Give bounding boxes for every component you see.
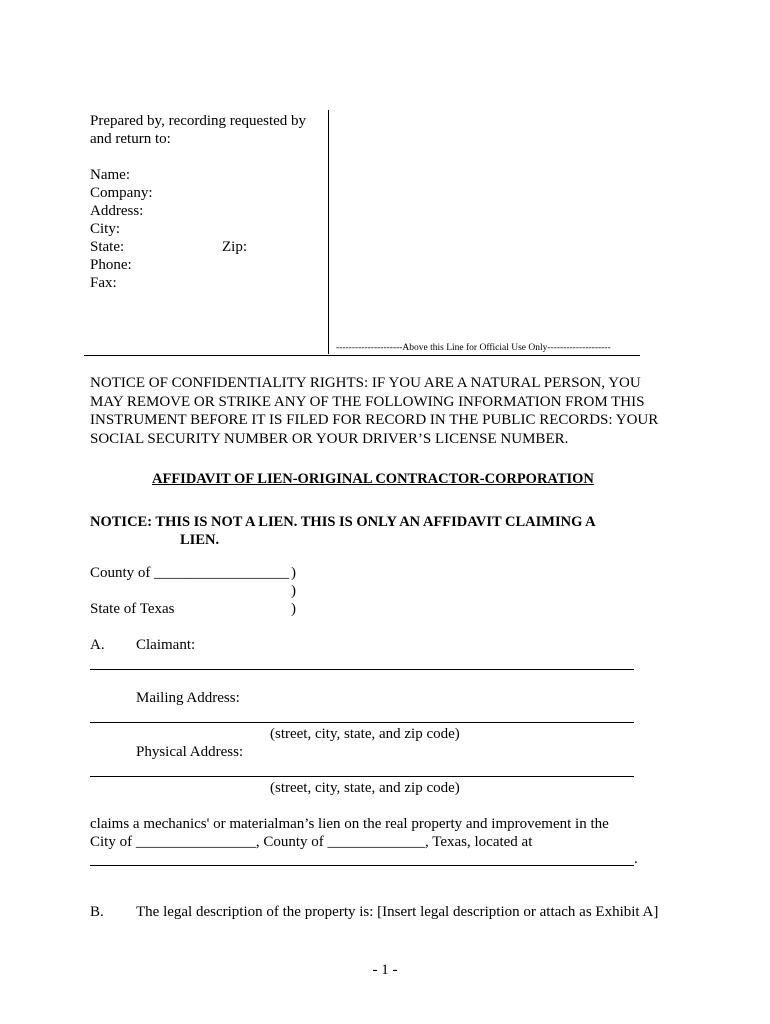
physical-address-label: Physical Address: xyxy=(136,744,244,760)
county-of-line: County of __________________ xyxy=(90,565,290,581)
location-period: . xyxy=(634,851,638,867)
section-b-letter: B. xyxy=(90,904,104,920)
claimant-blank-line xyxy=(90,669,634,670)
confidentiality-line: INSTRUMENT BEFORE IT IS FILED FOR RECORD IN THE PUBLIC RECORDS: YOUR xyxy=(90,412,659,428)
claimant-label: Claimant: xyxy=(136,637,196,653)
venue-paren: ) xyxy=(291,565,296,581)
fax-label: Fax: xyxy=(90,275,117,291)
prepared-by-line1: Prepared by, recording requested by xyxy=(90,113,307,129)
mailing-address-hint: (street, city, state, and zip code) xyxy=(270,726,460,742)
section-a-letter: A. xyxy=(90,637,105,653)
location-blank-line xyxy=(90,865,634,866)
phone-label: Phone: xyxy=(90,257,132,273)
confidentiality-line: NOTICE OF CONFIDENTIALITY RIGHTS: IF YOU ARE A NATURAL PERSON, YOU xyxy=(90,375,641,391)
official-use-line: ---------------------Above this Line for Official Use Only-------------------- xyxy=(336,343,611,353)
legal-description-text: The legal description of the property is: [Insert legal description or attach as Exhibit A] xyxy=(136,904,659,920)
return-address-block xyxy=(90,112,306,292)
venue-paren: ) xyxy=(291,601,296,617)
mailing-address-blank-line xyxy=(90,722,634,723)
address-label: Address: xyxy=(90,203,144,219)
city-label: City: xyxy=(90,221,121,237)
document-title: AFFIDAVIT OF LIEN-ORIGINAL CONTRACTOR-CORPORATION xyxy=(152,471,594,487)
lien-notice-line2: LIEN. xyxy=(180,532,220,548)
state-of-texas: State of Texas xyxy=(90,601,175,617)
prepared-by-line2: and return to: xyxy=(90,131,171,147)
confidentiality-notice xyxy=(90,374,658,448)
physical-address-blank-line xyxy=(90,776,634,777)
company-label: Company: xyxy=(90,185,153,201)
page-number: - 1 - xyxy=(372,962,398,978)
lien-notice-line1: NOTICE: THIS IS NOT A LIEN. THIS IS ONLY AN AFFIDAVIT CLAIMING A xyxy=(90,514,596,530)
confidentiality-line: SOCIAL SECURITY NUMBER OR YOUR DRIVER’S LICENSE NUMBER. xyxy=(90,430,569,447)
zip-label: Zip: xyxy=(222,239,247,255)
confidentiality-line: MAY REMOVE OR STRIKE ANY OF THE FOLLOWING INFORMATION FROM THIS xyxy=(90,393,645,410)
venue-paren: ) xyxy=(291,583,296,599)
lien-notice xyxy=(90,513,596,549)
claims-line-2: City of ________________, County of _____________, Texas, located at xyxy=(90,834,533,850)
state-label: State: xyxy=(90,239,125,255)
header-vertical-divider xyxy=(328,110,329,354)
header-horizontal-divider xyxy=(84,355,640,356)
claims-line-1: claims a mechanics' or materialman’s lien on the real property and improvement in the xyxy=(90,816,609,832)
mailing-address-label: Mailing Address: xyxy=(136,690,240,706)
name-label: Name: xyxy=(90,167,130,183)
physical-address-hint: (street, city, state, and zip code) xyxy=(270,780,460,796)
